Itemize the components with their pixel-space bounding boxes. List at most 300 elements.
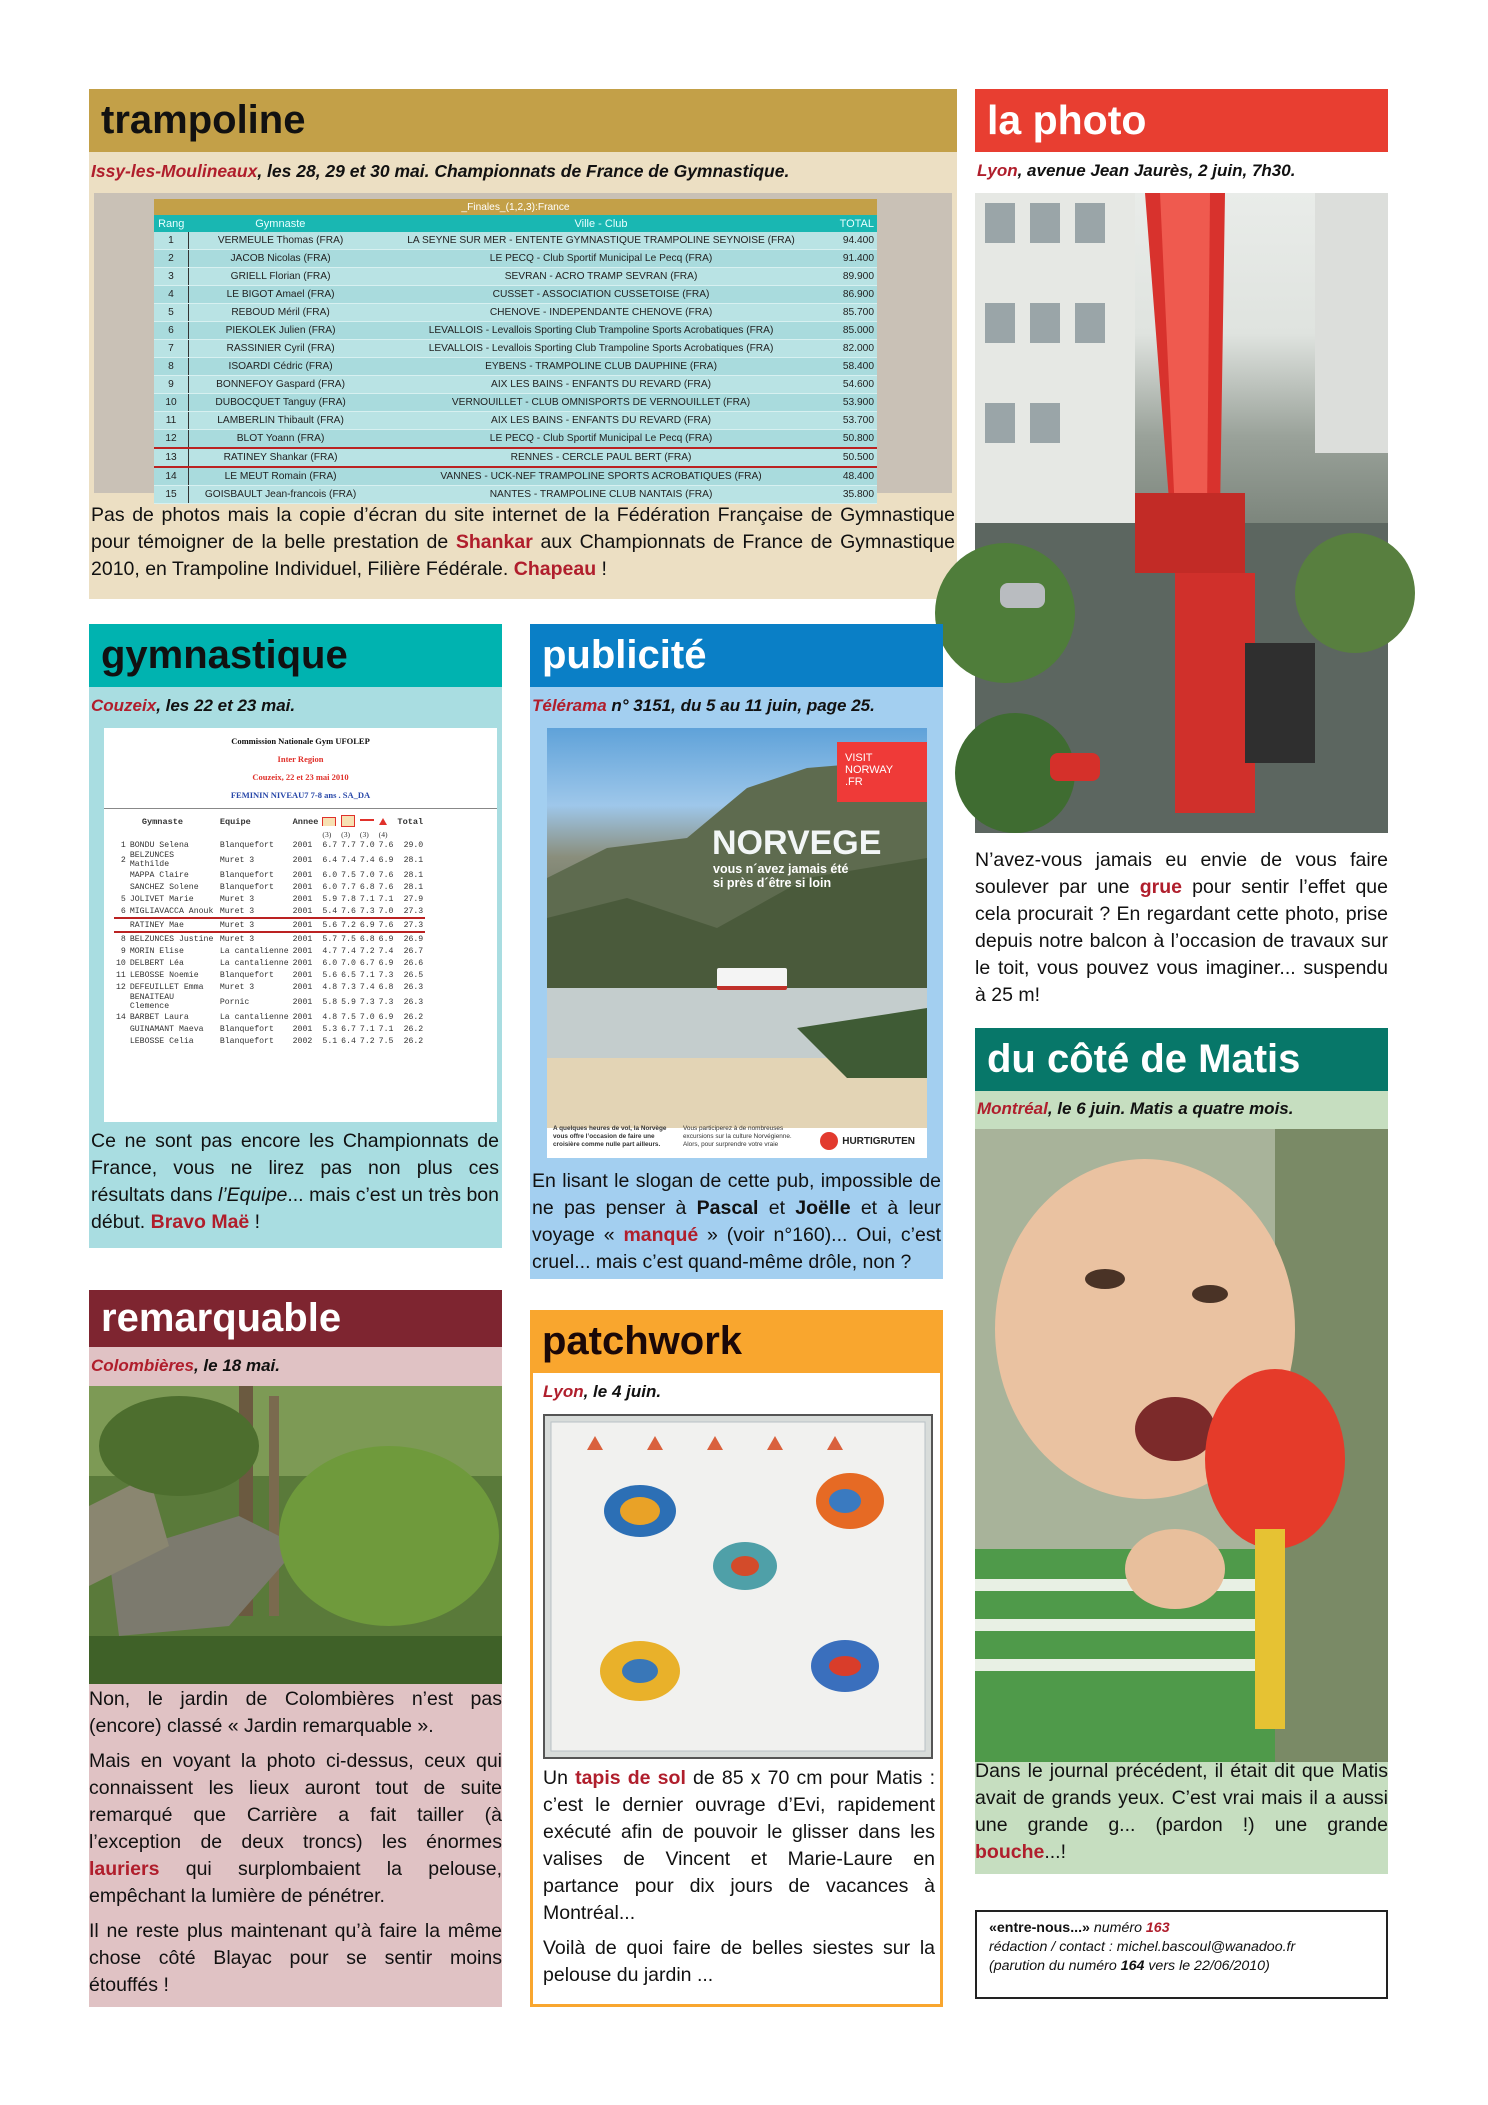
beam-score: 7.2 [359, 1036, 375, 1046]
bars-score: 5.9 [341, 997, 356, 1007]
club-cell: VANNES - UCK-NEF TRAMPOLINE SPORTS ACROBATIQUES (FRA) [372, 467, 830, 486]
text-run: ! [249, 1211, 261, 1233]
table-row [154, 358, 877, 376]
vault-score: 5.6 [322, 970, 338, 980]
team-cell: Muret 3 [219, 855, 255, 865]
article-text [532, 1168, 941, 1276]
total-cell: 29.0 [403, 840, 424, 850]
total-cell: 28.1 [403, 882, 424, 892]
total-cell: 26.5 [403, 970, 424, 980]
total-cell: 26.2 [403, 1024, 424, 1034]
club-cell: CHENOVE - INDEPENDANTE CHENOVE (FRA) [372, 304, 830, 322]
total-cell: 27.9 [403, 894, 424, 904]
bars-score: 7.5 [341, 934, 356, 944]
total-cell: 58.400 [830, 358, 877, 376]
gymnast-cell: DEFEUILLET Emma [129, 982, 204, 992]
table-row [114, 932, 425, 945]
beam-score: 6.8 [359, 934, 375, 944]
table-row [154, 268, 877, 286]
floor-score: 7.3 [378, 970, 394, 980]
gymnast-cell: BLOT Yoann (FRA) [189, 430, 373, 449]
bars-score: 7.5 [341, 1012, 356, 1022]
gymnast-cell: DUBOCQUET Tanguy (FRA) [189, 394, 373, 412]
ad-slogan [713, 862, 848, 890]
subtitle-text: n° 3151, du 5 au 11 juin, page 25. [606, 696, 875, 715]
article-trampoline [89, 89, 957, 599]
vault-score: 6.7 [322, 840, 338, 850]
place-name: Colombières [91, 1356, 194, 1375]
gymnast-cell: LAMBERLIN Thibault (FRA) [189, 412, 373, 430]
floor-score: 6.8 [378, 982, 394, 992]
ad-caption: Vous participerez à de nombreuses excursions sur la culture Norvégienne. Alors, pour surprendre votre vraie [683, 1125, 792, 1148]
norway-advertisement [547, 728, 927, 1158]
team-cell: La cantalienne [219, 1012, 289, 1022]
section-title: gymnastique [89, 624, 502, 687]
table-row [154, 412, 877, 430]
place-name: Lyon [977, 161, 1018, 180]
rank-cell: 5 [120, 894, 126, 904]
text-run: » (voir n°160)... Oui, c’est cruel... mais c’est quand-même drôle, non ? [532, 1224, 941, 1273]
vault-score: 5.7 [322, 934, 338, 944]
highlight-name: Shankar [455, 531, 533, 553]
next-issue-number: 164 [1120, 1958, 1145, 1974]
rank-cell: 6 [154, 322, 189, 340]
team-cell: Blanquefort [219, 840, 274, 850]
magazine-name: Télérama [532, 696, 607, 715]
total-cell: 85.000 [830, 322, 877, 340]
section-title: la photo [975, 89, 1388, 152]
bars-score: 7.4 [341, 855, 356, 865]
results-table [154, 199, 877, 504]
doc-title: FEMININ NIVEAU7 7-8 ans . SA_DA [230, 790, 371, 800]
total-cell: 82.000 [830, 340, 877, 358]
rank-cell: 15 [154, 486, 189, 504]
place-name: Lyon [543, 1382, 584, 1401]
coef: (3) [322, 830, 332, 839]
highlight-tapis: tapis de sol [575, 1767, 686, 1789]
gymnast-cell: RATINEY Shankar (FRA) [189, 448, 373, 467]
paragraph [89, 1748, 502, 1910]
gymnast-cell: RATINEY Mae [128, 918, 218, 932]
section-title: trampoline [89, 89, 957, 152]
section-title: patchwork [530, 1310, 943, 1373]
rank-cell: 7 [154, 340, 189, 358]
total-cell: 91.400 [830, 250, 877, 268]
slogan-line: vous n´avez jamais été [713, 862, 849, 876]
total-cell: 26.3 [403, 982, 424, 992]
table-row [114, 981, 425, 993]
total-cell: 28.1 [403, 870, 424, 880]
total-cell: 26.9 [403, 934, 424, 944]
club-cell: EYBENS - TRAMPOLINE CLUB DAUPHINE (FRA) [372, 358, 830, 376]
floor-score: 7.6 [378, 882, 394, 892]
table-row [114, 993, 425, 1011]
table-row [114, 851, 425, 869]
place-name: Couzeix [91, 696, 157, 715]
year-cell: 2001 [291, 918, 321, 932]
highlight-bouche: bouche [975, 1841, 1045, 1863]
table-row [154, 448, 877, 467]
rank-cell: 8 [120, 934, 126, 944]
total-cell: 85.700 [830, 304, 877, 322]
gymnast-cell: GOISBAULT Jean-francois (FRA) [189, 486, 373, 504]
column-header: Annee [292, 817, 319, 827]
name-pascal: Pascal [696, 1197, 759, 1219]
table-caption: _Finales_(1,2,3):France [154, 199, 877, 215]
badge-line: .FR [845, 776, 863, 788]
beam-score: 7.3 [359, 906, 375, 916]
text-run: (parution du numéro [989, 1958, 1121, 1974]
team-cell: Blanquefort [219, 970, 274, 980]
paragraph [543, 1765, 935, 1927]
club-cell: LEVALLOIS - Levallois Sporting Club Trampoline Sports Acrobatiques (FRA) [372, 322, 830, 340]
brand-name: HURTIGRUTEN [842, 1135, 915, 1147]
bars-score: 7.6 [341, 906, 356, 916]
total-cell: 86.900 [830, 286, 877, 304]
bars-score: 7.3 [341, 982, 356, 992]
newsletter-name: «entre-nous...» [989, 1920, 1090, 1936]
coef: (4) [378, 830, 388, 839]
club-cell: CUSSET - ASSOCIATION CUSSETOISE (FRA) [372, 286, 830, 304]
floor-score: 7.4 [378, 946, 394, 956]
bars-score: 7.8 [341, 894, 356, 904]
highlight-manque: manqué [623, 1224, 699, 1246]
bars-score: 6.5 [341, 970, 356, 980]
divider [104, 808, 497, 809]
article-matis [975, 1028, 1388, 1874]
section-subtitle [975, 1099, 1388, 1119]
article-gymnastique [89, 624, 502, 1248]
year-cell: 2001 [292, 934, 313, 944]
name-joelle: Joëlle [795, 1197, 851, 1219]
year-cell: 2001 [292, 970, 313, 980]
floor-score: 7.3 [378, 997, 394, 1007]
total-cell: 89.900 [830, 268, 877, 286]
floor-score: 7.6 [378, 840, 394, 850]
gymnast-cell: PIEKOLEK Julien (FRA) [189, 322, 373, 340]
gymnast-cell: BONDU Selena [129, 840, 189, 850]
year-cell: 2001 [292, 870, 313, 880]
beam-score: 6.7 [359, 958, 375, 968]
gymnast-cell: DELBERT Léa [129, 958, 184, 968]
club-cell: AIX LES BAINS - ENFANTS DU REVARD (FRA) [372, 412, 830, 430]
team-cell: Muret 3 [219, 934, 255, 944]
section-title: publicité [530, 624, 943, 687]
team-cell: Muret 3 [218, 918, 291, 932]
column-header: Rang [154, 215, 189, 232]
year-cell: 2002 [292, 1036, 313, 1046]
total-cell: 28.1 [403, 855, 424, 865]
text-run: Ce ne sont pas encore les Championnats de France, vous ne lirez pas non plus ces résultats dans [91, 1130, 499, 1206]
year-cell: 2001 [292, 997, 313, 1007]
table-row [114, 905, 425, 918]
club-cell: SEVRAN - ACRO TRAMP SEVRAN (FRA) [372, 268, 830, 286]
table-row [154, 286, 877, 304]
hurtigruten-icon [820, 1132, 838, 1150]
results-table [114, 815, 425, 1047]
team-cell: La cantalienne [219, 946, 289, 956]
team-cell: Blanquefort [219, 1036, 274, 1046]
article-remarquable [89, 1290, 502, 2007]
bars-score: 7.4 [341, 946, 356, 956]
floor-score: 7.0 [378, 906, 394, 916]
table-row [114, 918, 425, 932]
rank-cell: 3 [154, 268, 189, 286]
subtitle-text: , le 6 juin. Matis a quatre mois. [1047, 1099, 1294, 1118]
gymnast-cell: LEBOSSE Noemie [129, 970, 199, 980]
club-cell: AIX LES BAINS - ENFANTS DU REVARD (FRA) [372, 376, 830, 394]
total-cell: 26.7 [403, 946, 424, 956]
team-cell: Muret 3 [219, 906, 255, 916]
subtitle-text: , les 22 et 23 mai. [156, 696, 296, 715]
table-row [154, 340, 877, 358]
total-cell: 48.400 [830, 467, 877, 486]
year-cell: 2001 [292, 1024, 313, 1034]
text-run: et [758, 1197, 796, 1219]
beam-score: 7.4 [359, 855, 375, 865]
team-cell: Blanquefort [219, 870, 274, 880]
beam-score: 6.8 [359, 882, 375, 892]
table-row [154, 250, 877, 268]
table-row [114, 969, 425, 981]
contact-line: rédaction / contact : michel.bascoul@wanadoo.fr [989, 1939, 1296, 1955]
beam-score: 7.2 [359, 946, 375, 956]
club-cell: RENNES - CERCLE PAUL BERT (FRA) [372, 448, 830, 467]
column-header: TOTAL [830, 215, 877, 232]
beam-score: 7.1 [359, 894, 375, 904]
total-cell: 53.700 [830, 412, 877, 430]
year-cell: 2001 [292, 958, 313, 968]
beam-score: 7.0 [359, 1012, 375, 1022]
table-row [154, 322, 877, 340]
article-text [91, 502, 955, 583]
doc-title: Couzeix, 22 et 23 mai 2010 [252, 772, 349, 782]
club-cell: NANTES - TRAMPOLINE CLUB NANTAIS (FRA) [372, 486, 830, 504]
text-run: En lisant le slogan de cette pub, impossible de ne pas penser à [532, 1170, 941, 1219]
table-row [114, 881, 425, 893]
rank-cell: 2 [120, 855, 126, 865]
doc-title: Inter Region [277, 754, 324, 764]
issue-number: 163 [1145, 1920, 1170, 1936]
colophon-box [975, 1910, 1388, 1999]
apparatus-beam-icon [358, 815, 377, 830]
gymnast-cell: SANCHEZ Solene [129, 882, 199, 892]
badge-line: NORWAY [845, 764, 894, 776]
total-cell: 50.800 [830, 430, 877, 449]
place-name: Montréal [977, 1099, 1048, 1118]
total-cell: 26.3 [403, 997, 424, 1007]
total-cell: 26.2 [403, 1036, 424, 1046]
text-run: ! [596, 558, 607, 580]
section-title: du côté de Matis [975, 1028, 1388, 1091]
article-text [543, 1765, 935, 1997]
rank-cell: 11 [154, 412, 189, 430]
table-row [114, 1035, 425, 1047]
section-subtitle [975, 161, 1388, 181]
rank-cell: 8 [154, 358, 189, 376]
text-run: numéro [1089, 1920, 1146, 1936]
beam-score: 7.4 [359, 982, 375, 992]
section-title: remarquable [89, 1290, 502, 1347]
rank-cell: 1 [154, 232, 189, 250]
article-text [975, 1758, 1388, 1866]
table-row [114, 893, 425, 905]
beam-score: 7.0 [359, 840, 375, 850]
year-cell: 2001 [292, 946, 313, 956]
table-row [154, 232, 877, 250]
rank-cell [114, 918, 128, 932]
beam-score: 6.9 [358, 918, 377, 932]
floor-score: 6.9 [378, 934, 394, 944]
rank-cell: 9 [120, 946, 126, 956]
column-header: Gymnaste [141, 817, 184, 827]
ship [717, 968, 787, 990]
section-subtitle [89, 696, 502, 716]
article-la-photo [975, 89, 1388, 1006]
visit-norway-badge [837, 742, 927, 802]
section-subtitle [533, 1382, 940, 1402]
total-cell: 27.3 [395, 918, 425, 932]
issue-line [989, 1919, 1374, 1938]
rank-cell: 1 [120, 840, 126, 850]
article-text [89, 1686, 502, 2007]
year-cell: 2001 [292, 855, 313, 865]
vault-score: 6.0 [322, 882, 338, 892]
total-cell: 26.6 [403, 958, 424, 968]
beam-score: 7.1 [359, 970, 375, 980]
article-publicite [530, 624, 943, 1279]
gymnast-cell: GUINAMANT Maeva [129, 1024, 204, 1034]
crane-photo [975, 193, 1388, 833]
vault-score: 5.6 [320, 918, 339, 932]
badge-line: VISIT [845, 752, 873, 764]
vault-score: 6.0 [322, 870, 338, 880]
text-run: de 85 x 70 cm pour Matis : c’est le dernier ouvrage d’Evi, rapidement exécuté afin de pouvoir le glisser dans les valises de Vincent et Marie-Laure en partance pour dix jours de vacances à Montréal... [543, 1767, 935, 1924]
highlight-chapeau: Chapeau [513, 558, 597, 580]
gymnast-cell: LEBOSSE Celia [129, 1036, 194, 1046]
text-run: aux Championnats de France de Gymnastique 2010, en Trampoline Individuel, Filière Fédérale. [91, 531, 955, 580]
coef: (3) [341, 830, 351, 839]
team-cell: La cantalienne [219, 958, 289, 968]
rank-cell: 4 [154, 286, 189, 304]
team-cell: Blanquefort [219, 1024, 274, 1034]
table-row [114, 839, 425, 851]
vault-score: 5.8 [322, 997, 338, 1007]
results-document [104, 728, 497, 1122]
gymnast-cell: REBOUD Méril (FRA) [189, 304, 373, 322]
table-row [154, 467, 877, 486]
team-cell: Blanquefort [219, 882, 274, 892]
gymnast-cell: BELZUNCES Mathilde [129, 851, 175, 869]
bars-score: 7.2 [339, 918, 358, 932]
table-row [154, 486, 877, 504]
year-cell: 2001 [292, 840, 313, 850]
section-subtitle [89, 161, 957, 182]
floor-score: 7.5 [378, 1036, 394, 1046]
text-run: Pas de photos mais la copie d’écran du site internet de la Fédération Française de Gymnastique pour témoigner de la belle prestation de [91, 504, 955, 553]
rank-cell: 10 [116, 958, 126, 968]
table-row [114, 1023, 425, 1035]
gymnast-cell: RASSINIER Cyril (FRA) [189, 340, 373, 358]
floor-score: 7.1 [378, 894, 394, 904]
coef: (3) [359, 830, 369, 839]
gymnast-cell: BELZUNCES Justine [129, 934, 214, 944]
table-row [114, 869, 425, 881]
gymnast-cell: LE BIGOT Amael (FRA) [189, 286, 373, 304]
vault-score: 4.8 [322, 982, 338, 992]
baby-photo [975, 1129, 1388, 1762]
rank-cell: 5 [154, 304, 189, 322]
gymnast-cell: BARBET Laura [129, 1012, 189, 1022]
team-cell: Pornic [219, 997, 250, 1007]
highlight-grue: grue [1139, 876, 1183, 898]
vault-score: 6.0 [322, 958, 338, 968]
total-cell: 53.900 [830, 394, 877, 412]
doc-title: Commission Nationale Gym UFOLEP [231, 736, 370, 746]
bars-score: 6.7 [341, 1024, 356, 1034]
bars-score: 7.7 [341, 840, 356, 850]
newspaper-name: l’Equipe [217, 1184, 288, 1206]
apparatus-floor-icon [377, 815, 396, 830]
garden-illustration [89, 1386, 502, 1684]
bars-score: 6.4 [341, 1036, 356, 1046]
place-name: Issy-les-Moulineaux [91, 161, 258, 181]
total-cell: 94.400 [830, 232, 877, 250]
text-run: pour sentir l’effet que cela procurait ? En regardant cette photo, prise depuis notre balcon à l’occasion de travaux sur le toit, vous pouvez vous imaginer... suspendu à 25 m! [975, 876, 1388, 1006]
paragraph: Voilà de quoi faire de belles siestes sur la pelouse du jardin ... [543, 1937, 935, 1986]
table-row [114, 957, 425, 969]
subtitle-text: , le 18 mai. [193, 1356, 280, 1375]
floor-score: 7.6 [377, 918, 396, 932]
table-row [114, 945, 425, 957]
beam-score: 7.1 [359, 1024, 375, 1034]
vault-score: 6.4 [322, 855, 338, 865]
results-screenshot [94, 193, 952, 500]
quilt-illustration [545, 1416, 931, 1757]
table-row [114, 1011, 425, 1023]
text-run: qui surplombaient la pelouse, empêchant la lumière de pénétrer. [89, 1858, 502, 1907]
club-cell: LA SEYNE SUR MER - ENTENTE GYMNASTIQUE TRAMPOLINE SEYNOISE (FRA) [372, 232, 830, 250]
subtitle-text: , le 4 juin. [583, 1382, 662, 1401]
beam-score: 7.0 [359, 870, 375, 880]
year-cell: 2001 [292, 882, 313, 892]
gymnast-cell: VERMEULE Thomas (FRA) [189, 232, 373, 250]
total-cell: 54.600 [830, 376, 877, 394]
rank-cell [114, 993, 128, 1011]
table-row [154, 394, 877, 412]
paragraph: Il ne reste plus maintenant qu’à faire la même chose côté Blayac pour se sentir moins étouffés ! [89, 1920, 502, 1996]
vault-score: 4.8 [322, 1012, 338, 1022]
team-cell: Muret 3 [219, 894, 255, 904]
subtitle-text: , avenue Jean Jaurès, 2 juin, 7h30. [1017, 161, 1296, 180]
ad-caption: A quelques heures de vol, la Norvège vous offre l’occasion de faire une croisière comme nulle part ailleurs. [553, 1125, 667, 1148]
slogan-line: si près d´être si loin [713, 876, 832, 890]
paragraph: Non, le jardin de Colombières n’est pas (encore) classé « Jardin remarquable ». [89, 1688, 502, 1737]
rank-cell: 14 [154, 467, 189, 486]
year-cell: 2001 [292, 906, 313, 916]
gymnast-cell: GRIELL Florian (FRA) [189, 268, 373, 286]
rank-cell: 10 [154, 394, 189, 412]
gymnast-cell: MORIN Elise [129, 946, 184, 956]
vault-score: 5.4 [322, 906, 338, 916]
bars-score: 7.0 [341, 958, 356, 968]
rank-cell: 12 [116, 982, 126, 992]
vault-score: 5.1 [322, 1036, 338, 1046]
text-run: Un [543, 1767, 576, 1789]
highlight-lauriers: lauriers [89, 1858, 160, 1880]
rank-cell: 14 [116, 1012, 126, 1022]
rank-cell: 13 [154, 448, 189, 467]
